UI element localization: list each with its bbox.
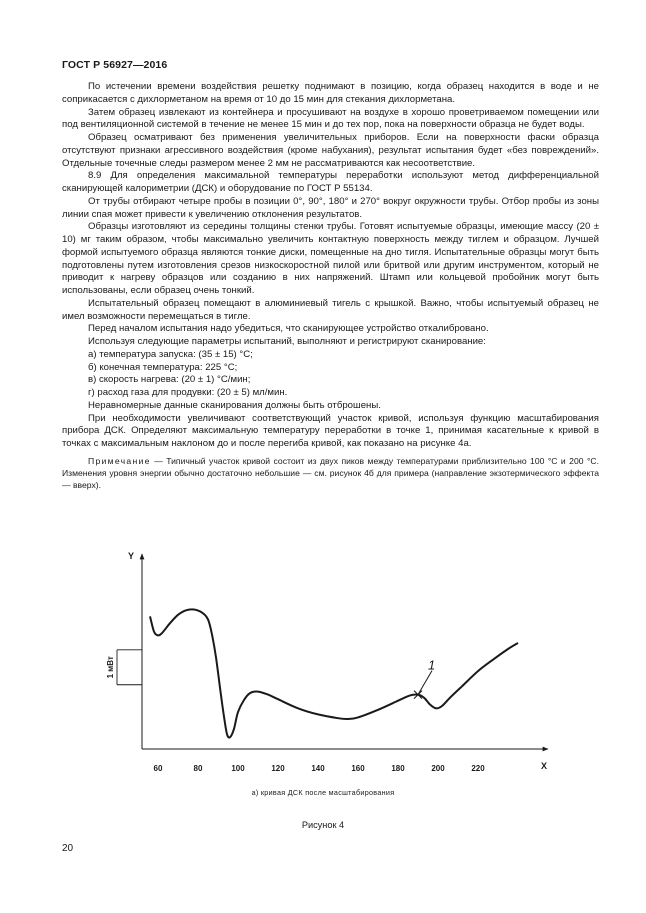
page-number: 20 [62,843,74,854]
note-dash: — [150,455,167,466]
y-axis-label: Y [128,551,135,561]
paragraph: По истечении времени воздействия решетку поднимают в позицию, когда образец находится в воде и не соприкасается с дихлорметаном на время от 10 до 15 мин для стекания дихлорметана. [62,81,599,105]
paragraph: От трубы отбирают четыре пробы в позиции 0°, 90°, 180° и 270° вокруг окружности трубы. Отбор пробы из зоны линии спая может привести к увеличению отклонения результатов. [62,195,599,220]
paragraph: Неравномерные данные сканирования должны быть отброшены. [88,399,381,411]
document-header: ГОСТ Р 56927—2016 [62,59,168,71]
x-tick-label: 160 [351,764,365,773]
paragraph: Используя следующие параметры испытаний, выполняют и регистрируют сканирование: [88,336,486,347]
note-label: Примечание [88,455,151,466]
x-tick-label: 60 [153,764,163,773]
scale-bar-label: 1 мВт [106,656,116,679]
x-tick-labels [154,764,486,773]
paragraph: Образцы изготовляют из середины толщины стенки трубы. Готовят испытуемые образцы, имеющие массу (20 ± 10) мг таким образом, чтобы максимально увеличить контактную поверхность между тиглем и образцом. Лучшей формой испытуемого образца являются тонкие диски, помещенные на дно тигля. Испытательные образцы могут быть подготовлены путем изготовления срезов низкоскоростной пилой или бритвой или другим инструментом, который не приводит к нагреву образцов или созданию в них напряжений. Штамп или кольцевой пробойник могут быть использованы, если образец очень тонкий. [62,221,599,296]
body-text [62,81,599,491]
dsc-chart [62,545,562,780]
paragraph: Испытательный образец помещают в алюминиевый тигель с крышкой. Важно, чтобы испытуемый образец не имел возможности перемещаться в тигле. [62,297,599,322]
list-item: г) расход газа для продувки: (20 ± 5) мл/мин. [88,387,288,398]
list-item: б) конечная температура: 225 °С; [88,361,238,373]
note-text: Типичный участок кривой состоит из двух пиков между температурами приблизительно 100 °С и 200 °С. Изменения уровня энергии обычно достаточно небольшие — см. рисунок 4б для примера (направление экзотермического эффекта — вверх). [62,455,599,491]
figure-subcaption: а) кривая ДСК после масштабирования [251,788,395,797]
paragraph: Затем образец извлекают из контейнера и просушивают на воздухе в хорошо проветриваемом помещении или под вентиляционной системой в течение не менее 15 мин и до тех пор, пока на поверхности образца не будет воды. [62,106,599,131]
x-tick-label: 140 [311,764,325,773]
annotation-label: 1 [428,657,436,673]
paragraph: При необходимости увеличивают соответствующий участок кривой, используя функцию масштабирования прибора ДСК. Определяют максимальную температуру переработки в точке 1, принимая касательные к кривой в точках с максимальным наклоном до и после перегиба кривой, как показано на рисунке 4а. [62,412,599,449]
list-item: а) температура запуска: (35 ± 15) °С; [88,348,253,360]
x-tick-label: 120 [271,764,285,773]
paragraph: 8.9 Для определения максимальной температуры переработки используют метод дифференциальной сканирующей калориметрии (ДСК) и оборудование по ГОСТ Р 55134. [62,170,599,194]
scale-bar [106,650,142,685]
x-tick-label: 200 [431,764,445,773]
figure-title: Рисунок 4 [301,820,345,830]
paragraph: Перед началом испытания надо убедиться, что сканирующее устройство откалиброванo. [88,323,489,335]
x-tick-label: 100 [231,764,245,773]
annotation-leader [418,671,432,695]
x-tick-label: 80 [193,764,203,773]
list-item: в) скорость нагрева: (20 ± 1) °С/мин; [88,374,251,386]
chart-axes [128,551,548,771]
x-tick-label: 180 [391,764,405,773]
dsc-curve [150,609,518,737]
x-axis-label: X [541,761,548,771]
paragraph: Образец осматривают без применения увеличительных приборов. Если на поверхности фаски образца отсутствуют признаки агрессивного воздействия (кроме набухания), результат испытания будет «без повреждений». Отдельные точечные следы размером менее 2 мм не рассматриваются как несоответствие. [62,132,599,169]
annotation-point-1 [414,658,435,699]
x-tick-label: 220 [471,764,485,773]
note [62,455,599,492]
